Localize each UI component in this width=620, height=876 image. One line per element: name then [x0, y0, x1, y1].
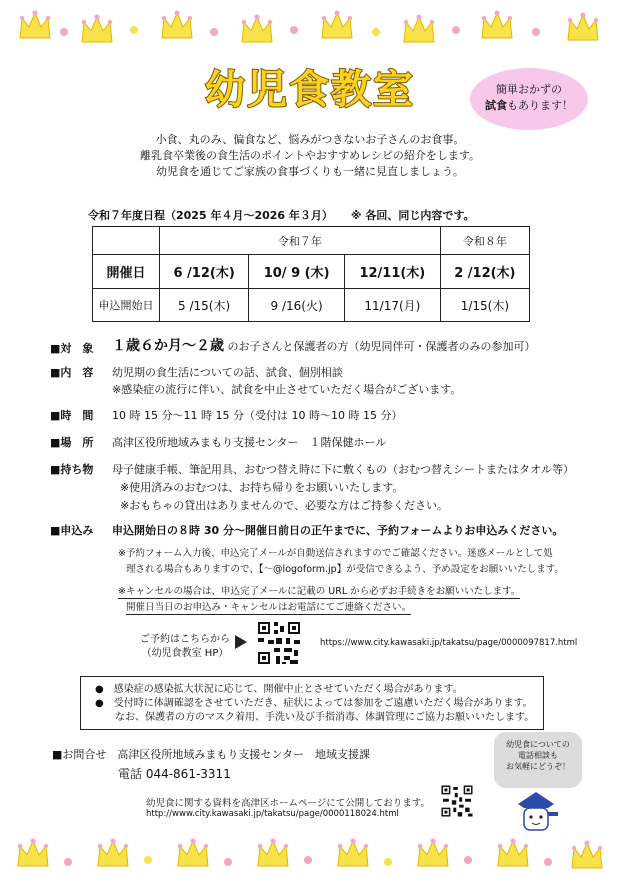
play-arrow-icon [234, 634, 248, 650]
table-cell [93, 227, 160, 255]
dot-decoration [224, 858, 232, 866]
bring-value: 母子健康手帳、筆記用具、おむつ替え時に下に敷くもの（おむつ替えシートまたはタオル等） [112, 463, 574, 476]
footer-line1: 幼児食に関する資料を高津区ホームページにて公開しております。 [146, 798, 431, 809]
dot-decoration [210, 28, 218, 36]
content-value: 幼児期の食生活についての話、試食、個別相談 [112, 366, 343, 379]
content-label: ■内 容 [50, 366, 94, 379]
dot-decoration [144, 856, 152, 864]
place-value: 高津区役所地域みまもり支援センター １階保健ホール [112, 436, 387, 449]
dot-decoration [60, 28, 68, 36]
schedule-heading [88, 207, 475, 223]
notice-line: ● 感染症の感染拡大状況に応じて、開催中止とさせていただく場合があります。 [95, 684, 463, 695]
bring-note2: ※おもちゃの貸出はありませんので、必要な方はご持参ください。 [120, 499, 448, 512]
cloud-line: 電話相談も [518, 751, 558, 760]
table-header-year1: 令和７年 [160, 227, 441, 255]
cloud-line: お気軽にどうぞ！ [506, 762, 570, 771]
table-row [93, 289, 530, 322]
target-label: ■対 象 [50, 342, 94, 355]
table-cell: 6 /12(木) [160, 255, 249, 289]
crown-icon [18, 10, 52, 40]
crown-icon [480, 10, 514, 40]
apply-note2b: 開催日当日のお申込み・キャンセルはお電話にてご連絡ください。 [126, 602, 412, 613]
contact-line [52, 746, 370, 762]
dot-decoration [452, 26, 460, 34]
time-label: ■時 間 [50, 409, 94, 422]
crown-icon [240, 14, 274, 44]
apply-note2b-wrap [126, 599, 411, 613]
table-header-year2: 令和８年 [440, 227, 529, 255]
bring-note1: ※使用済みのおむつは、お持ち帰りをお願いいたします。 [120, 481, 404, 494]
crown-icon [570, 840, 604, 870]
apply-note2a: ※キャンセルの場合は、申込完了メールに記載の URL から必ずお手続きをお願いいたします。 [118, 586, 521, 597]
apply-main: 申込開始日の８時 30 分～開催日前日の正午までに、予約フォームよりお申込みください。 [112, 524, 564, 537]
dot-decoration [304, 856, 312, 864]
target-age: １歳６か月～２歳 [112, 338, 224, 354]
qr-code-icon [256, 620, 302, 666]
time-value: 10 時 15 分～11 時 15 分（受付は 10 時～10 時 15 分） [112, 409, 403, 422]
content-note: ※感染症の流行に伴い、試食を中止させていただく場合がございます。 [112, 383, 462, 396]
place-label: ■場 所 [50, 436, 94, 449]
table-cell: 10/ 9 (木) [249, 255, 345, 289]
bubble-rest: もあります！ [507, 99, 573, 112]
target-rest: のお子さんと保護者の方（幼児同伴可・保護者のみの参加可） [227, 340, 536, 353]
crown-icon [96, 838, 130, 868]
bubble-line2 [470, 98, 588, 114]
intro-line: 小食、丸のみ、偏食など、悩みがつきないお子さんのお食事。 [155, 133, 465, 146]
table-cell: 12/11(木) [344, 255, 440, 289]
dot-decoration [130, 26, 138, 34]
bring-label: ■持ち物 [50, 463, 94, 476]
bubble-line1: 簡単おかずの [496, 83, 562, 96]
crown-icon [176, 838, 210, 868]
target-value [112, 335, 536, 355]
intro-line: 離乳食卒業後の食生活のポイントやおすすめレシピの紹介をします。 [140, 149, 480, 162]
mascot-icon [510, 790, 562, 838]
qr-code-icon [440, 784, 474, 818]
dot-decoration [384, 858, 392, 866]
table-cell: 1/15(木) [440, 289, 529, 322]
table-row [93, 227, 530, 255]
table-row [93, 255, 530, 289]
cloud-line: 幼児食についての [506, 740, 570, 749]
apply-note2a-wrap [118, 583, 520, 597]
page-title [190, 62, 430, 118]
schedule-table [92, 226, 530, 322]
table-cell: 9 /16(火) [249, 289, 345, 322]
crown-icon [402, 14, 436, 44]
table-cell: 2 /12(木) [440, 255, 529, 289]
apply-note1b: 理される場合もありますので、【～@logoform.jp】が受信できるよう、予め設定をお願いいたします。 [126, 564, 564, 575]
intro-text [110, 132, 510, 180]
crown-icon [496, 838, 530, 868]
bubble-bold: 試食 [485, 99, 507, 112]
dot-decoration [544, 858, 552, 866]
crown-icon [416, 838, 450, 868]
crown-icon [336, 838, 370, 868]
qr-code-reserve[interactable] [256, 620, 302, 666]
reserve-url[interactable]: https://www.city.kawasaki.jp/takatsu/page/0000097817.html [320, 638, 578, 648]
crown-icon [80, 14, 114, 44]
schedule-title: 令和７年度日程（2025 年４月～2026 年３月） [88, 209, 333, 222]
contact-label: ■お問合せ [52, 748, 107, 761]
intro-line: 幼児食を通じてご家族の食事づくりも一緒に見直しましょう。 [156, 165, 464, 178]
dot-decoration [64, 858, 72, 866]
notice-box [80, 676, 544, 730]
dot-decoration [290, 26, 298, 34]
dot-decoration [464, 856, 472, 864]
phone-consult-cloud [494, 732, 582, 788]
notice-line: ● 受付時に体調確認をさせていただき、症状によっては参加をご遠慮いただく場合があります。 [95, 698, 533, 709]
contact-tel[interactable]: 電話 044-861-3311 [118, 767, 231, 781]
dot-decoration [532, 28, 540, 36]
tasting-bubble [470, 68, 588, 130]
apply-note1a: ※予約フォーム入力後、申込完了メールが自動送信されますのでご確認ください。迷惑メールとして処 [118, 548, 553, 559]
row-label-date: 開催日 [93, 255, 160, 289]
crown-icon [566, 12, 600, 42]
schedule-note: ※ 各回、同じ内容です。 [350, 209, 475, 222]
page-title-text: 幼児食教室 [205, 67, 415, 113]
reserve-line2: （幼児食教室 HP） [141, 648, 229, 659]
table-cell: 11/17(月) [344, 289, 440, 322]
apply-label: ■申込み [50, 524, 94, 537]
row-label-apply: 申込開始日 [93, 289, 160, 322]
crown-icon [256, 838, 290, 868]
table-cell: 5 /15(木) [160, 289, 249, 322]
notice-line: なお、保護者の方のマスク着用、手洗い及び手指消毒、体調管理にご協力お願いいたします。 [95, 712, 535, 723]
crown-icon [320, 10, 354, 40]
dot-decoration [372, 28, 380, 36]
crown-icon [16, 838, 50, 868]
contact-org: 高津区役所地域みまもり支援センター 地域支援課 [117, 748, 370, 761]
reserve-line1: ご予約はこちらから [140, 634, 230, 645]
qr-code-footer[interactable] [440, 784, 474, 818]
reserve-text [140, 633, 230, 661]
crown-icon [160, 10, 194, 40]
footer-url[interactable]: http://www.city.kawasaki.jp/takatsu/page/0000118024.html [146, 809, 399, 819]
